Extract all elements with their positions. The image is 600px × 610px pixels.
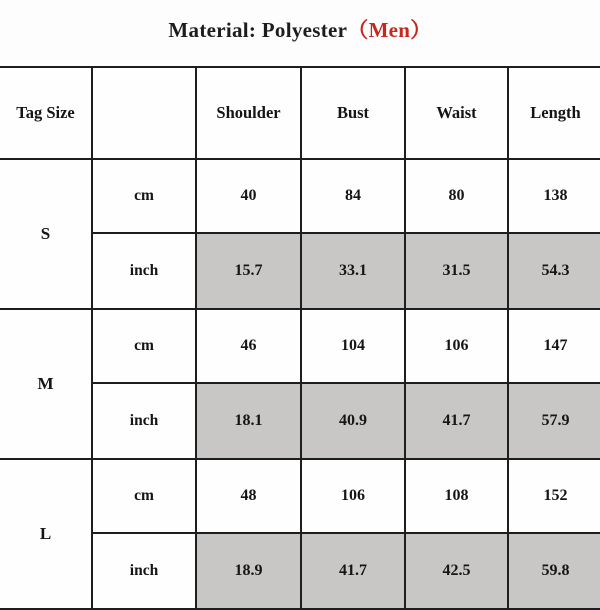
header-shoulder: Shoulder xyxy=(196,67,301,159)
cell-l-inch-waist: 42.5 xyxy=(405,533,508,609)
cell-s-cm-length: 138 xyxy=(508,159,600,233)
cell-m-cm-length: 147 xyxy=(508,309,600,383)
gender-text: （Men） xyxy=(347,18,432,42)
cell-m-cm-bust: 104 xyxy=(301,309,405,383)
header-unit xyxy=(92,67,196,159)
unit-label-inch: inch xyxy=(92,233,196,309)
header-tag-size: Tag Size xyxy=(0,67,92,159)
cell-s-cm-waist: 80 xyxy=(405,159,508,233)
material-text: Material: Polyester xyxy=(168,18,348,42)
cell-l-cm-bust: 106 xyxy=(301,459,405,533)
table-row-s-cm xyxy=(0,159,600,233)
size-chart-table xyxy=(0,66,600,610)
size-label-l: L xyxy=(0,459,92,609)
cell-m-inch-length: 57.9 xyxy=(508,383,600,459)
cell-m-inch-bust: 40.9 xyxy=(301,383,405,459)
cell-m-inch-shoulder: 18.1 xyxy=(196,383,301,459)
header-waist: Waist xyxy=(405,67,508,159)
size-label-s: S xyxy=(0,159,92,309)
header-row xyxy=(0,67,600,159)
cell-s-inch-length: 54.3 xyxy=(508,233,600,309)
cell-l-inch-bust: 41.7 xyxy=(301,533,405,609)
cell-l-cm-shoulder: 48 xyxy=(196,459,301,533)
material-title xyxy=(0,14,600,44)
cell-m-inch-waist: 41.7 xyxy=(405,383,508,459)
table-row-l-cm xyxy=(0,459,600,533)
unit-label-inch: inch xyxy=(92,383,196,459)
unit-label-cm: cm xyxy=(92,159,196,233)
cell-s-inch-shoulder: 15.7 xyxy=(196,233,301,309)
cell-l-inch-length: 59.8 xyxy=(508,533,600,609)
header-length: Length xyxy=(508,67,600,159)
unit-label-cm: cm xyxy=(92,459,196,533)
cell-s-inch-waist: 31.5 xyxy=(405,233,508,309)
cell-m-cm-shoulder: 46 xyxy=(196,309,301,383)
header-bust: Bust xyxy=(301,67,405,159)
cell-l-inch-shoulder: 18.9 xyxy=(196,533,301,609)
cell-s-inch-bust: 33.1 xyxy=(301,233,405,309)
cell-l-cm-waist: 108 xyxy=(405,459,508,533)
unit-label-inch: inch xyxy=(92,533,196,609)
size-label-m: M xyxy=(0,309,92,459)
cell-l-cm-length: 152 xyxy=(508,459,600,533)
cell-s-cm-shoulder: 40 xyxy=(196,159,301,233)
cell-m-cm-waist: 106 xyxy=(405,309,508,383)
table-row-m-cm xyxy=(0,309,600,383)
unit-label-cm: cm xyxy=(92,309,196,383)
cell-s-cm-bust: 84 xyxy=(301,159,405,233)
